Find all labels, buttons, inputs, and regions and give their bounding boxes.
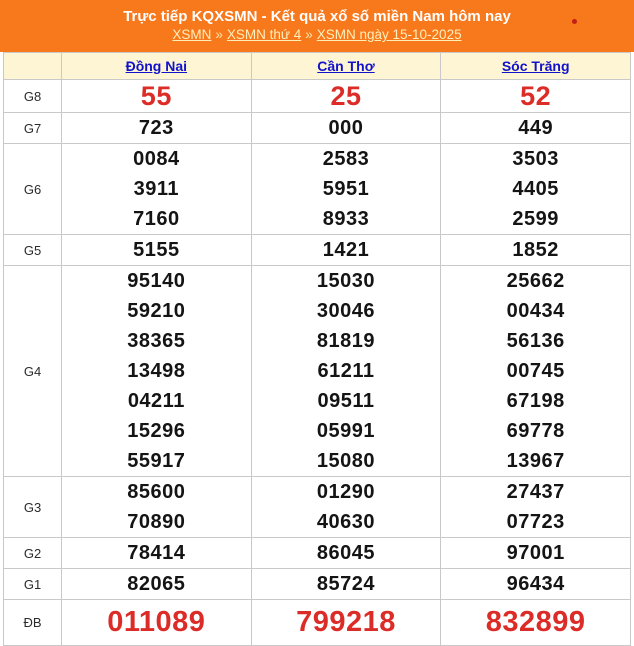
result-value: 1852	[441, 235, 631, 266]
result-value: 5155	[62, 235, 252, 266]
result-value: 52	[441, 80, 631, 113]
result-row	[4, 326, 631, 356]
result-row	[4, 356, 631, 386]
result-row	[4, 507, 631, 538]
result-value: 07723	[441, 507, 631, 538]
province-link-dong-nai[interactable]: Đồng Nai	[125, 58, 188, 74]
result-value: 1421	[251, 235, 441, 266]
result-value: 61211	[251, 356, 441, 386]
result-row	[4, 174, 631, 204]
province-link-can-tho[interactable]: Cần Thơ	[317, 58, 375, 74]
result-value: 8933	[251, 204, 441, 235]
result-value: 27437	[441, 477, 631, 508]
province-header-row	[4, 53, 631, 80]
result-row	[4, 296, 631, 326]
breadcrumb-link-xsmn-thu-4[interactable]: XSMN thứ 4	[226, 27, 302, 42]
result-value: 96434	[441, 569, 631, 600]
result-value: 5951	[251, 174, 441, 204]
result-value: 97001	[441, 538, 631, 569]
result-value: 55917	[62, 446, 252, 477]
result-value: 000	[251, 113, 441, 144]
result-row	[4, 477, 631, 508]
result-row	[4, 600, 631, 646]
result-row	[4, 386, 631, 416]
result-row	[4, 204, 631, 235]
breadcrumb-separator: »	[215, 27, 223, 42]
prize-label: G8	[4, 80, 62, 113]
result-value: 832899	[441, 600, 631, 646]
result-row	[4, 266, 631, 297]
result-value: 15080	[251, 446, 441, 477]
result-value: 799218	[251, 600, 441, 646]
result-value: 25662	[441, 266, 631, 297]
result-value: 723	[62, 113, 252, 144]
result-value: 01290	[251, 477, 441, 508]
prize-label: G4	[4, 266, 62, 477]
result-value: 15030	[251, 266, 441, 297]
result-value: 86045	[251, 538, 441, 569]
result-value: 449	[441, 113, 631, 144]
result-row	[4, 80, 631, 113]
result-row	[4, 538, 631, 569]
result-value: 011089	[62, 600, 252, 646]
result-value: 4405	[441, 174, 631, 204]
result-value: 09511	[251, 386, 441, 416]
result-value: 00745	[441, 356, 631, 386]
prize-label: G6	[4, 144, 62, 235]
result-value: 2583	[251, 144, 441, 175]
result-value: 59210	[62, 296, 252, 326]
result-value: 15296	[62, 416, 252, 446]
prize-label: G7	[4, 113, 62, 144]
result-row	[4, 446, 631, 477]
result-value: 3911	[62, 174, 252, 204]
result-value: 85724	[251, 569, 441, 600]
result-value: 78414	[62, 538, 252, 569]
result-value: 56136	[441, 326, 631, 356]
result-value: 40630	[251, 507, 441, 538]
result-row	[4, 113, 631, 144]
result-value: 82065	[62, 569, 252, 600]
result-value: 55	[62, 80, 252, 113]
result-value: 04211	[62, 386, 252, 416]
prize-label: G1	[4, 569, 62, 600]
breadcrumb-link-xsmn[interactable]: XSMN	[172, 27, 212, 42]
result-value: 3503	[441, 144, 631, 175]
breadcrumb-link-xsmn-date[interactable]: XSMN ngày 15-10-2025	[316, 27, 462, 42]
top-banner	[0, 0, 634, 52]
prize-column-corner	[4, 53, 62, 80]
result-value: 67198	[441, 386, 631, 416]
result-value: 30046	[251, 296, 441, 326]
result-value: 85600	[62, 477, 252, 508]
result-value: 38365	[62, 326, 252, 356]
prize-label: G3	[4, 477, 62, 538]
result-row	[4, 416, 631, 446]
result-value: 81819	[251, 326, 441, 356]
results-body	[4, 80, 631, 646]
result-row	[4, 235, 631, 266]
breadcrumb	[0, 26, 634, 44]
result-row	[4, 144, 631, 175]
result-value: 13498	[62, 356, 252, 386]
breadcrumb-separator: »	[305, 27, 313, 42]
prize-label: G2	[4, 538, 62, 569]
result-value: 70890	[62, 507, 252, 538]
result-value: 95140	[62, 266, 252, 297]
live-indicator-dot	[572, 19, 577, 24]
result-value: 00434	[441, 296, 631, 326]
province-link-soc-trang[interactable]: Sóc Trăng	[501, 58, 570, 74]
result-row	[4, 569, 631, 600]
lottery-results-table	[3, 52, 631, 646]
result-value: 13967	[441, 446, 631, 477]
result-value: 25	[251, 80, 441, 113]
prize-label: ĐB	[4, 600, 62, 646]
page-title: Trực tiếp KQXSMN - Kết quả xổ số miền Nam hôm nay	[123, 8, 511, 25]
prize-label: G5	[4, 235, 62, 266]
result-value: 2599	[441, 204, 631, 235]
result-value: 69778	[441, 416, 631, 446]
result-value: 05991	[251, 416, 441, 446]
result-value: 7160	[62, 204, 252, 235]
result-value: 0084	[62, 144, 252, 175]
